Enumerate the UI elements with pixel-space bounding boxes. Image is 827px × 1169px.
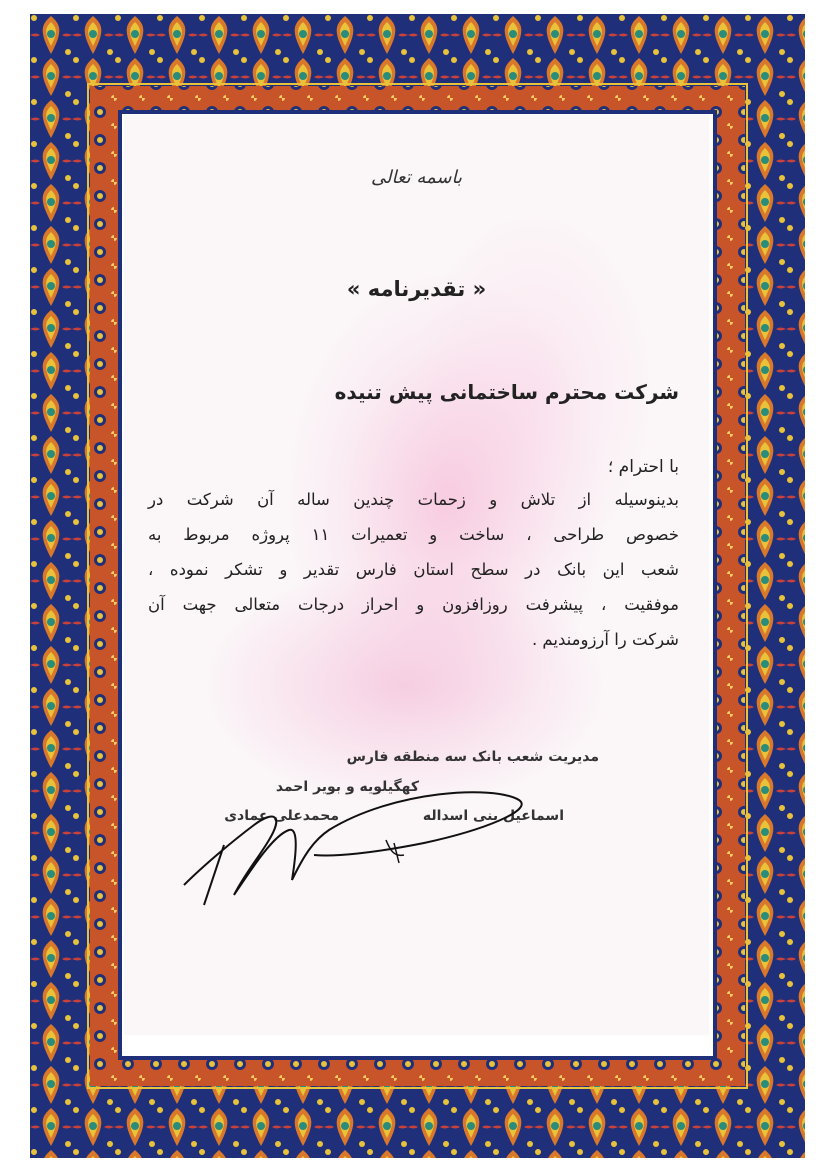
signatory-region: کهگیلویه و بویر احمد: [275, 779, 419, 795]
body-line: موفقیت ، پیشرفت روزافزون و احراز درجات متعالی جهت آن: [148, 595, 679, 614]
greeting-line: با احترام ؛: [607, 457, 679, 477]
handwritten-signature: [164, 745, 524, 915]
body-line: بدینوسیله از تلاش و زحمات چندین ساله آن شرکت در: [148, 490, 679, 509]
certificate-body: [124, 115, 709, 1035]
signatory-name-1: اسماعیل بنی اسداله: [422, 808, 564, 824]
bismillah-heading: باسمه تعالی: [370, 167, 463, 188]
signatory-department: مدیریت شعب بانک سه منطقه فارس: [346, 749, 599, 765]
certificate-title: « تقدیرنامه »: [346, 277, 487, 301]
body-line: خصوص طراحی ، ساخت و تعمیرات ۱۱ پروژه مربوط به: [148, 525, 679, 544]
body-line: شعب این بانک در سطح استان فارس تقدیر و تشکر نموده ،: [148, 560, 679, 579]
signatory-name-2: محمدعلی عمادی: [224, 808, 339, 824]
recipient-line: شرکت محترم ساختمانی پیش تنیده: [334, 380, 679, 404]
body-line: شرکت را آرزومندیم .: [531, 630, 679, 649]
